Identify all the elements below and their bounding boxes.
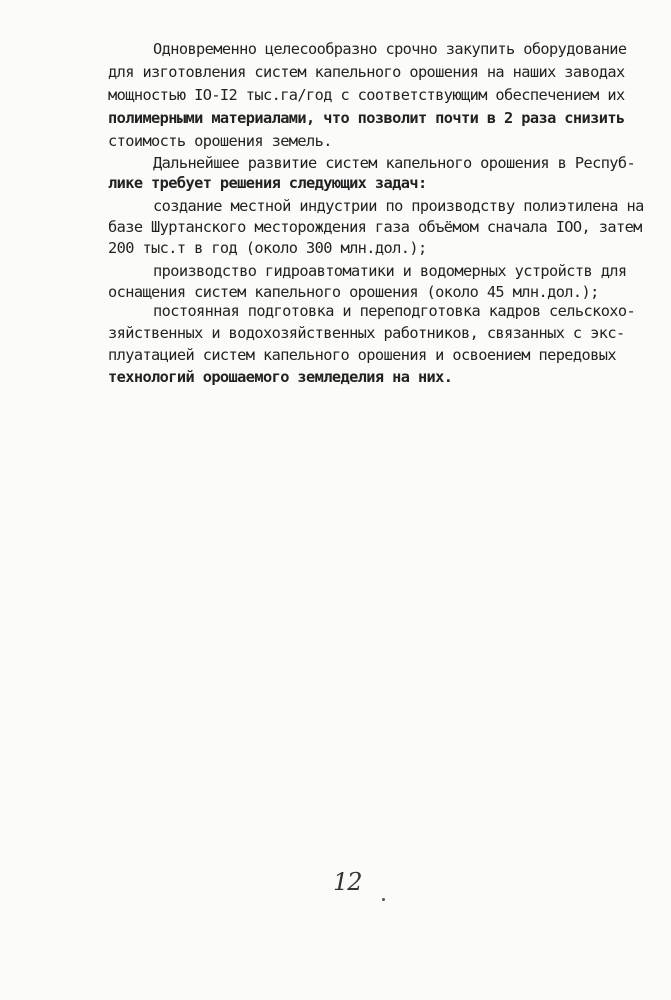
text-line: 200 тыс.т в год (около 300 млн.дол.); xyxy=(108,239,427,257)
text-line: оснащения систем капельного орошения (около 45 млн.дол.); xyxy=(108,283,599,301)
text-line: для изготовления систем капельного орошения на наших заводах xyxy=(108,63,625,81)
handwritten-page-number: 12 xyxy=(333,868,362,896)
text-line: лике требует решения следующих задач: xyxy=(108,174,427,192)
text-line: Одновременно целесообразно срочно закупить оборудование xyxy=(153,40,627,58)
text-line: мощностью IO-I2 тыс.га/год с соответствующим обеспечением их xyxy=(108,86,625,104)
text-line: зяйственных и водохозяйственных работников, связанных с экс- xyxy=(108,324,625,342)
text-line: постоянная подготовка и переподготовка кадров сельскохо- xyxy=(153,302,636,320)
text-line: производство гидроавтоматики и водомерных устройств для xyxy=(153,262,627,280)
text-line: базе Шуртанского месторождения газа объёмом сначала IOO, затем xyxy=(108,218,642,236)
text-line: Дальнейшее развитие систем капельного орошения в Респуб- xyxy=(153,154,636,172)
text-line: создание местной индустрии по производству полиэтилена на xyxy=(153,197,644,215)
text-line: технологий орошаемого земледелия на них. xyxy=(108,368,453,386)
text-line: плуатацией систем капельного орошения и освоением передовых xyxy=(108,346,616,364)
text-line: полимерными материалами, что позволит почти в 2 раза снизить xyxy=(108,109,625,127)
text-line: стоимость орошения земель. xyxy=(108,132,332,150)
ink-speck xyxy=(382,898,385,901)
